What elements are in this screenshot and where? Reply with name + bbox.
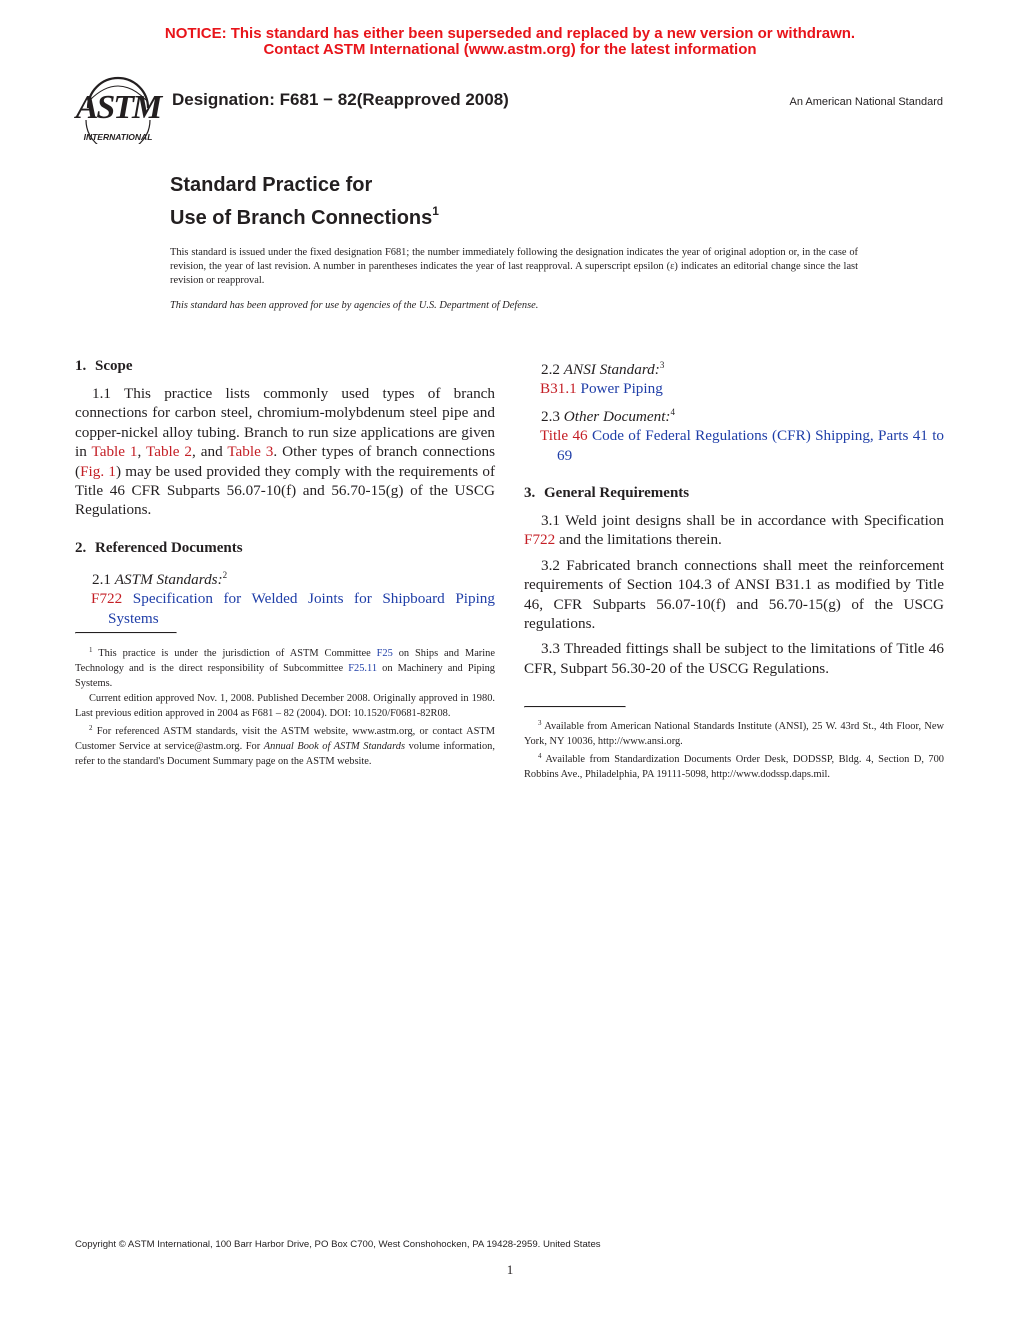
f25-11-link[interactable]: F25.11 bbox=[348, 663, 378, 674]
fn3-mark: 3 bbox=[538, 719, 542, 727]
section-1-title: Scope bbox=[95, 358, 133, 374]
svg-text:ASTM: ASTM bbox=[75, 89, 161, 126]
astm-label: ASTM Standards: bbox=[114, 570, 223, 588]
other-document-label bbox=[524, 403, 944, 426]
fn1-text-c: on Machinery and Piping Systems. bbox=[75, 663, 495, 689]
fn4-text: Available from Standardization Documents Order Desk, DODSSP, Bldg. 4, Section D, 700 Robbins Ave., Philadelphia, PA 19111-5098, http://www.dodssp.daps.mil. bbox=[524, 754, 945, 780]
fn2-italic: Annual Book of ASTM Standards bbox=[263, 741, 406, 752]
f25-link[interactable]: F25 bbox=[376, 648, 393, 659]
right-column bbox=[524, 356, 944, 678]
page-number: 1 bbox=[506, 1262, 514, 1277]
section-2-number: 2. bbox=[75, 539, 87, 556]
left-footnotes bbox=[75, 632, 495, 769]
scope-paragraph bbox=[75, 384, 495, 520]
fn1-mark: 1 bbox=[89, 646, 93, 654]
other-footnote-mark[interactable]: 4 bbox=[670, 406, 675, 417]
scope-text-b: . Other types of branch connections ( bbox=[75, 443, 495, 480]
footnote-1 bbox=[75, 643, 495, 691]
scope-text-c: ) may be used provided they comply with the requirements of Title 46 CFR Subparts 56.07-10(f) and 56.70-15(g) of the USCG Regulations. bbox=[75, 462, 495, 519]
title-46-title-link[interactable]: Code of Federal Regulations (CFR) Shipping, Parts 41 to 69 bbox=[557, 427, 945, 464]
designation: Designation: F681 − 82(Reapproved 2008) bbox=[172, 90, 509, 109]
b31-1-link[interactable]: B31.1 bbox=[540, 380, 577, 398]
scope-and: , and bbox=[192, 443, 223, 461]
ansi-footnote-mark[interactable]: 3 bbox=[659, 360, 665, 370]
astm-footnote-mark[interactable]: 2 bbox=[222, 569, 228, 580]
table-2-link[interactable]: Table 2 bbox=[145, 443, 193, 461]
fn1-text-b: on Ships and Marine Technology and is the direct responsibility of Subcommittee bbox=[75, 648, 495, 674]
section-2-heading bbox=[75, 538, 495, 558]
astm-num: 2.1 bbox=[92, 570, 111, 588]
title-line-2-text: Use of Branch Connections bbox=[170, 207, 433, 229]
paragraph-3-3: 3.3 Threaded fittings shall be subject to the limitations of Title 46 CFR, Subpart 56.30-20 of the USCG Regulations. bbox=[524, 640, 944, 677]
footnote-rule bbox=[75, 632, 177, 634]
fn2-mark: 2 bbox=[89, 724, 93, 732]
title-46-reference bbox=[524, 426, 944, 465]
other-label: Other Document: bbox=[563, 407, 671, 425]
b31-1-title-link[interactable]: Power Piping bbox=[580, 380, 663, 398]
scope-comma: , bbox=[137, 443, 142, 461]
section-3-title: General Requirements bbox=[544, 485, 690, 502]
section-3-heading bbox=[524, 483, 944, 503]
footnote-1-edition: Current edition approved Nov. 1, 2008. Published December 2008. Originally approved in 1980. Last previous edition approved in 2004 as F681 – 82 (2004). DOI: 10.1520/F0681-82R08. bbox=[75, 693, 495, 719]
title-46-link[interactable]: Title 46 bbox=[540, 427, 588, 445]
footnote-rule-right bbox=[524, 706, 626, 708]
ansi-label: ANSI Standard: bbox=[563, 361, 660, 378]
p31-text-b: and the limitations therein. bbox=[559, 531, 722, 549]
f722-spec-link[interactable]: F722 bbox=[524, 531, 556, 549]
scope-text-a: 1.1 This practice lists commonly used types of branch connections for carbon steel, chromium-molybdenum steel pipe and copper-nickel alloy tubing. Branch to run size applications are given in bbox=[75, 385, 495, 461]
f722-title-link[interactable]: Specification for Welded Joints for Shipboard Piping Systems bbox=[108, 590, 495, 627]
fn1-text-a: This practice is under the jurisdiction of ASTM Committee bbox=[98, 648, 371, 659]
section-1-number: 1. bbox=[75, 358, 87, 374]
title-line-2 bbox=[170, 198, 439, 231]
table-1-link[interactable]: Table 1 bbox=[91, 443, 138, 461]
b31-1-reference bbox=[524, 379, 944, 398]
footnote-4 bbox=[524, 749, 944, 782]
section-3-number: 3. bbox=[524, 485, 536, 502]
notice-line-1: NOTICE: This standard has either been superseded and replaced by a new version or withdrawn. bbox=[164, 25, 856, 42]
national-standard-label: An American National Standard bbox=[789, 96, 943, 108]
other-num: 2.3 bbox=[541, 407, 560, 425]
p31-text-a: 3.1 Weld joint designs shall be in accordance with Specification bbox=[541, 512, 944, 530]
ansi-standard-label bbox=[524, 356, 944, 379]
footnote-2 bbox=[75, 721, 495, 769]
title-line-1: Standard Practice for bbox=[170, 174, 373, 196]
fn4-mark: 4 bbox=[538, 752, 542, 760]
fn3-text: Available from American National Standards Institute (ANSI), 25 W. 43rd St., 4th Floor, New York, NY 10036, http://www.ansi.org. bbox=[524, 721, 944, 747]
left-column bbox=[75, 356, 495, 628]
document-title bbox=[170, 172, 439, 231]
section-1-heading bbox=[75, 356, 495, 376]
table-3-link[interactable]: Table 3 bbox=[227, 443, 274, 461]
issuance-statement: This standard is issued under the fixed designation F681; the number immediately following the designation indicates the year of original adoption or, in the case of revision, the year of last revision. A number in parentheses indicates the year of last reapproval. A superscript epsilon (ε) indicates an editorial change since the last revision or reapproval. bbox=[170, 247, 858, 286]
astm-logo-icon bbox=[72, 74, 164, 144]
section-2-title: Referenced Documents bbox=[95, 539, 243, 556]
copyright-notice: Copyright © ASTM International, 100 Barr Harbor Drive, PO Box C700, West Conshohocken, PA 19428-2959. United States bbox=[75, 1239, 601, 1250]
f722-reference bbox=[75, 589, 495, 628]
right-footnotes bbox=[524, 706, 944, 782]
paragraph-3-2: 3.2 Fabricated branch connections shall meet the reinforcement requirements of Section 104.3 of ANSI B31.1 as modified by Title 46, CFR Subparts 56.07-10(f) and 56.70-15(g) of the USCG regulations. bbox=[524, 556, 944, 633]
ansi-num: 2.2 bbox=[541, 361, 560, 378]
f722-link[interactable]: F722 bbox=[91, 590, 123, 608]
withdrawn-notice bbox=[0, 26, 1020, 58]
dod-approval-statement: This standard has been approved for use by agencies of the U.S. Department of Defense. bbox=[170, 300, 539, 311]
title-footnote-mark[interactable]: 1 bbox=[432, 204, 439, 218]
fn2-text-a: For referenced ASTM standards, visit the ASTM website, www.astm.org, or contact ASTM Customer Service at service@astm.org. For bbox=[75, 726, 495, 752]
notice-line-2: Contact ASTM International (www.astm.org) for the latest information bbox=[263, 41, 757, 58]
figure-1-link[interactable]: Fig. 1 bbox=[80, 462, 116, 480]
footnote-3 bbox=[524, 716, 944, 749]
paragraph-3-1 bbox=[524, 511, 944, 550]
astm-standards-label bbox=[75, 566, 495, 589]
fn2-text-b: volume information, refer to the standard's Document Summary page on the ASTM website. bbox=[75, 741, 495, 767]
logo-text: INTERNATIONAL bbox=[83, 132, 153, 142]
